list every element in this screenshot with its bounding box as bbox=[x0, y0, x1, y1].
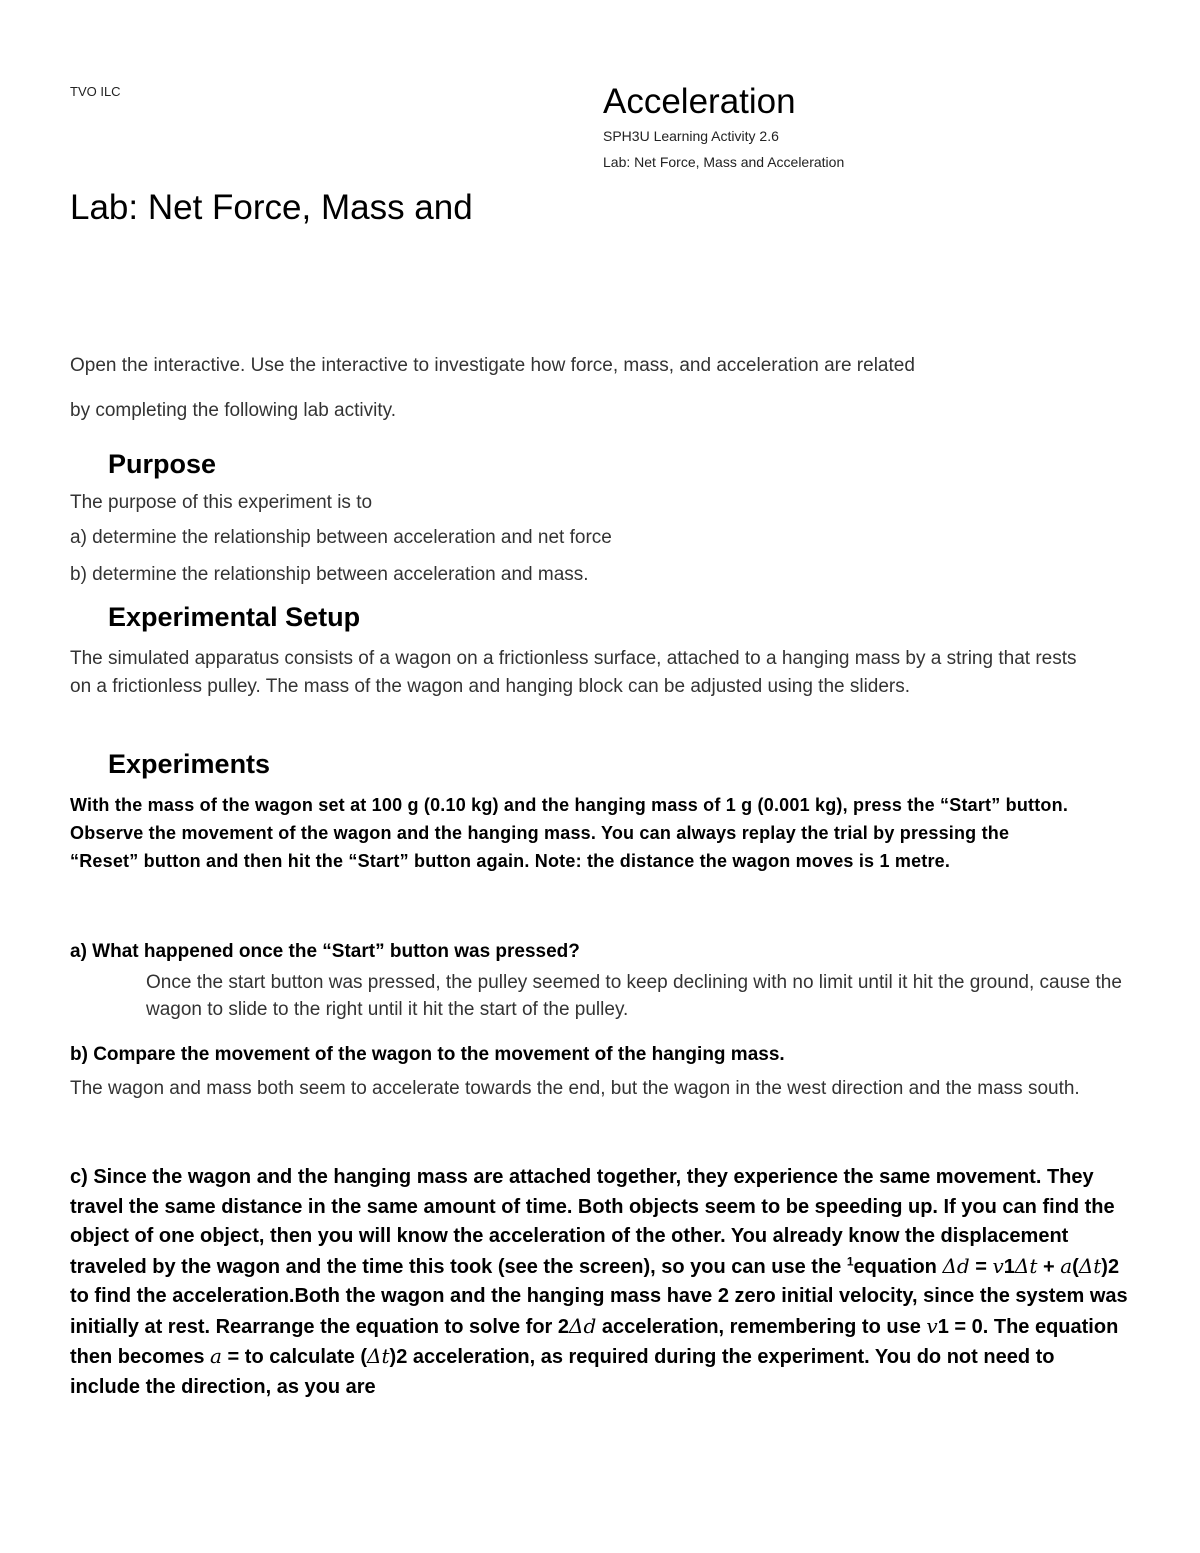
question-c-text: = bbox=[969, 1255, 993, 1278]
question-c-text: )2 to find the acceleration.Both the wagon and the hanging mass have 2 zero initial velocity, since the system was initially at rest. Rearrange the equation to solve for 2 bbox=[70, 1255, 1128, 1338]
intro-line-2: by completing the following lab activity. bbox=[70, 400, 396, 421]
answer-a: Once the start button was pressed, the pulley seemed to keep declining with no limit until it hit the ground, cause the wagon to slide to the right until it hit the start of the pulley. bbox=[146, 972, 1122, 1020]
footnote-marker: 1 bbox=[846, 1253, 854, 1268]
equation-term: Δd bbox=[942, 1253, 970, 1278]
lab-subtitle-line: Lab: Net Force, Mass and Acceleration bbox=[603, 154, 845, 170]
question-c-text: equation bbox=[853, 1255, 943, 1278]
purpose-line: The purpose of this experiment is to bbox=[70, 492, 373, 513]
question-c-text: = to calculate ( bbox=[221, 1346, 368, 1368]
setup-paragraph: The simulated apparatus consists of a wagon on a frictionless surface, attached to a hanging mass by a string that rests on a frictionless pulley. The mass of the wagon and hanging block can be adjusted using the sliders. bbox=[70, 648, 1077, 697]
experiments-heading: Experiments bbox=[108, 749, 271, 779]
equation-term: a bbox=[1060, 1253, 1073, 1278]
equation-term: Δt bbox=[1014, 1253, 1038, 1278]
question-c-text: + bbox=[1037, 1255, 1061, 1278]
question-c bbox=[70, 1163, 1130, 1402]
question-c-text: acceleration, remembering to use bbox=[596, 1315, 927, 1338]
equation-term: Δd bbox=[569, 1313, 597, 1338]
question-c-text: 1 = 0. The equation then becomes bbox=[70, 1315, 1119, 1368]
purpose-line: b) determine the relationship between acceleration and mass. bbox=[70, 564, 589, 585]
equation-term: v bbox=[926, 1313, 938, 1338]
course-line: SPH3U Learning Activity 2.6 bbox=[603, 128, 779, 144]
intro-line-1: Open the interactive. Use the interactive to investigate how force, mass, and acceleration are related bbox=[70, 355, 915, 376]
question-c-text: c) Since the wagon and the hanging mass are attached together, they experience the same movement. They travel the same distance in the same amount of time. Both objects seem to be speeding up. If you can find the object of one object, then you will know the acceleration of the other. You already know the displacement traveled by the wagon and the time this took (see the screen), so you can use the bbox=[70, 1166, 1115, 1278]
question-c-text: 1 bbox=[1003, 1255, 1015, 1278]
answer-b: The wagon and mass both seem to accelerate towards the end, but the wagon in the west direction and the mass south. bbox=[70, 1078, 1080, 1099]
question-c-text: ( bbox=[1072, 1255, 1079, 1278]
document-title: Acceleration bbox=[603, 82, 796, 121]
purpose-heading: Purpose bbox=[108, 449, 217, 479]
lab-title: Lab: Net Force, Mass and bbox=[70, 188, 473, 227]
purpose-line: a) determine the relationship between acceleration and net force bbox=[70, 527, 612, 548]
question-a: a) What happened once the “Start” button was pressed? bbox=[70, 941, 580, 962]
experiment-instructions: With the mass of the wagon set at 100 g (0.10 kg) and the hanging mass of 1 g (0.001 kg), press the “Start” button. Observe the movement of the wagon and the hanging mass. You can always replay the trial by pressing the “Reset” button and then hit the “Start” button again. Note: the distance the wagon moves is 1 metre. bbox=[70, 795, 1069, 871]
equation-term: Δt bbox=[1078, 1253, 1102, 1278]
equation-term: Δt bbox=[367, 1344, 390, 1368]
question-c-text: )2 acceleration, as required during the experiment. You do not need to include the direction, as you are bbox=[70, 1346, 1055, 1398]
equation-term: a bbox=[210, 1344, 222, 1368]
setup-heading: Experimental Setup bbox=[108, 602, 361, 632]
equation-term: v bbox=[992, 1253, 1004, 1278]
organization-label: TVO ILC bbox=[70, 84, 121, 99]
question-b: b) Compare the movement of the wagon to the movement of the hanging mass. bbox=[70, 1044, 785, 1065]
